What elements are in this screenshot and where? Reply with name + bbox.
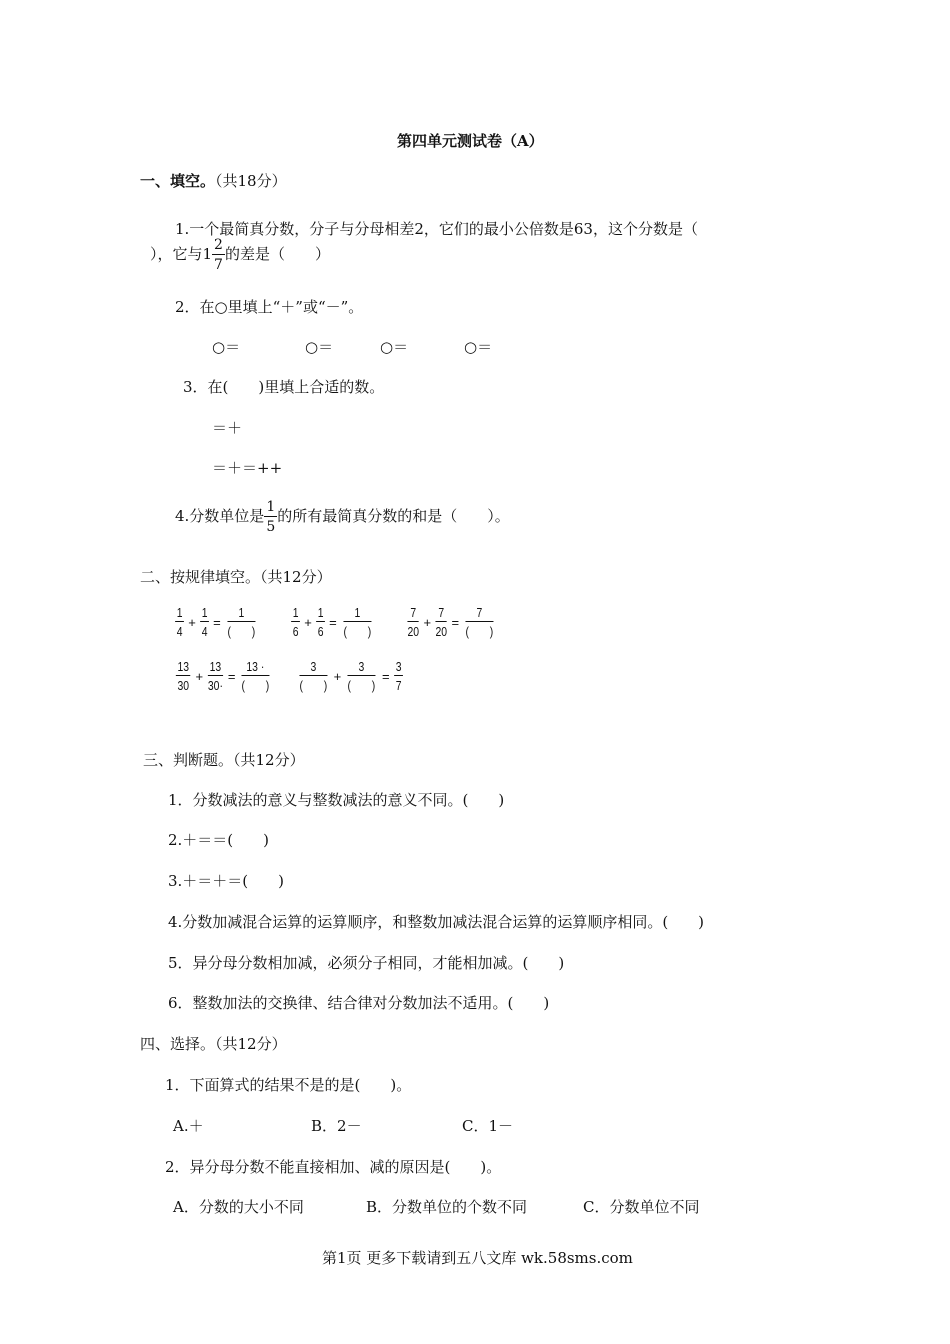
- s3-item-1: 1．分数减法的意义与整数减法的意义不同。( ): [168, 791, 505, 809]
- section-1-title: 一、填空。: [140, 172, 216, 190]
- result-fraction[interactable]: [242, 660, 270, 692]
- fraction-numerator: 2: [214, 237, 223, 253]
- equals-sign: =: [451, 614, 460, 630]
- s2-pattern-row1-item2: [290, 606, 374, 638]
- s4-q2-option-c[interactable]: C．分数单位不同: [583, 1198, 700, 1216]
- page-title: 第四单元测试卷（A）: [397, 132, 544, 150]
- equals-sign: =: [227, 668, 236, 684]
- operand-fraction: [200, 606, 209, 638]
- section-2-heading: 二、按规律填空。（共12分）: [140, 568, 332, 586]
- s1-q4: [175, 500, 510, 534]
- operand-fraction[interactable]: [299, 660, 327, 692]
- section-1-heading: [140, 170, 287, 191]
- s1-q2-blank-4[interactable]: ○＝: [464, 338, 493, 356]
- s1-q2-blank-1[interactable]: ○＝: [212, 338, 241, 356]
- s1-q4-text-a: 4.分数单位是: [175, 507, 265, 525]
- fraction-denominator: ( ): [465, 624, 494, 639]
- fraction-numerator: 1: [317, 605, 324, 620]
- s1-q3: 3．在( )里填上合适的数。: [183, 378, 385, 396]
- fraction-denominator: 20: [407, 624, 420, 639]
- plus-sign: +: [304, 614, 312, 630]
- fraction-numerator: 7: [407, 606, 419, 622]
- page-footer: 第1页 更多下载请到五八文库 wk.58sms.com: [322, 1249, 633, 1267]
- fraction-numerator: 1: [266, 499, 276, 515]
- fraction-denominator: 4: [176, 624, 183, 639]
- s3-item-6: 6．整数加法的交换律、结合律对分数加法不适用。( ): [168, 994, 550, 1012]
- plus-sign: +: [333, 668, 342, 684]
- s4-q1: 1．下面算式的结果不是的是( )。: [165, 1076, 412, 1094]
- plus-sign: +: [195, 668, 204, 684]
- fraction-numerator: 1: [343, 606, 371, 622]
- operand-fraction: [291, 606, 300, 638]
- fraction-denominator: 30: [177, 678, 190, 693]
- equals-sign: =: [329, 614, 337, 630]
- fraction-numerator: 1: [227, 606, 255, 622]
- operand-fraction: [407, 606, 419, 638]
- fraction-denominator: 5: [266, 519, 276, 535]
- s4-q1-option-a[interactable]: A.＋: [173, 1117, 204, 1135]
- fraction-numerator: 3: [299, 660, 327, 676]
- s1-q1-text-a: ），它与1: [150, 245, 213, 263]
- s1-q1-line1: 1.一个最简真分数，分子与分母相差2，它们的最小公倍数是63，这个分数是（: [175, 220, 698, 238]
- fraction-denominator: 30·: [207, 678, 223, 693]
- fraction-denominator: 7: [214, 257, 223, 273]
- plus-sign: +: [423, 614, 432, 630]
- s3-item-3: 3.＋＝＋＝( ): [168, 872, 285, 890]
- operand-fraction: [316, 606, 325, 638]
- s2-pattern-row2-item1: [174, 660, 273, 692]
- s2-pattern-row1-item1: [174, 606, 258, 638]
- result-fraction[interactable]: [466, 606, 494, 638]
- equals-sign: =: [213, 614, 221, 630]
- fraction-numerator: 1: [292, 605, 299, 620]
- fraction-numerator: 13: [209, 659, 222, 674]
- operand-fraction[interactable]: [348, 660, 376, 692]
- fraction-denominator: 7: [395, 678, 402, 693]
- s1-q2: 2．在○里填上“＋”或“－”。: [175, 298, 364, 316]
- s3-item-2: 2.＋＝＝( ): [168, 831, 270, 849]
- s1-q3-line2: ＝＋＝++: [212, 459, 283, 477]
- fraction-numerator: 7: [436, 606, 448, 622]
- result-fraction[interactable]: [343, 606, 371, 638]
- s1-q3-line1: ＝＋: [212, 419, 243, 437]
- s1-q4-fraction: [264, 500, 277, 534]
- equals-sign: =: [381, 668, 390, 684]
- fraction-denominator: 20: [435, 624, 448, 639]
- s4-q1-option-b[interactable]: B．2－: [311, 1117, 362, 1135]
- fraction-denominator: 6: [317, 624, 324, 639]
- s1-q2-blank-2[interactable]: ○＝: [305, 338, 334, 356]
- s3-item-5: 5．异分母分数相加减，必须分子相同，才能相加减。( ): [168, 954, 565, 972]
- s2-pattern-row2-item2: [296, 660, 404, 692]
- section-1-points: （共18分）: [215, 172, 287, 190]
- s2-pattern-row1-item3: [406, 606, 497, 638]
- fraction-denominator: 4: [201, 624, 208, 639]
- operand-fraction: [208, 660, 223, 692]
- fraction-numerator: 1: [176, 605, 183, 620]
- fraction-numerator: 13: [177, 659, 190, 674]
- operand-fraction: [175, 606, 184, 638]
- s1-q1-fraction: [212, 238, 225, 272]
- result-fraction[interactable]: [227, 606, 255, 638]
- s4-q2-option-a[interactable]: A．分数的大小不同: [173, 1198, 304, 1216]
- s1-q2-blank-3[interactable]: ○＝: [380, 338, 409, 356]
- fraction-numerator: 7: [466, 606, 494, 622]
- fraction-denominator: ( ): [343, 624, 371, 639]
- fraction-denominator: ( ): [347, 678, 376, 693]
- fraction-denominator: ( ): [227, 624, 255, 639]
- fraction-denominator: ( ): [241, 678, 270, 693]
- result-fraction: [394, 660, 403, 692]
- s1-q1-text-b: 的差是（ ）: [224, 245, 330, 263]
- s4-q2: 2．异分母分数不能直接相加、减的原因是( )。: [165, 1158, 502, 1176]
- s4-q2-option-b[interactable]: B．分数单位的个数不同: [366, 1198, 528, 1216]
- fraction-numerator: 3: [395, 659, 402, 674]
- plus-sign: +: [188, 614, 196, 630]
- section-3-heading: 三、判断题。（共12分）: [143, 751, 305, 769]
- s4-q1-option-c[interactable]: C．1－: [462, 1117, 514, 1135]
- fraction-numerator: 1: [201, 605, 208, 620]
- fraction-denominator: 6: [292, 624, 299, 639]
- section-4-heading: 四、选择。（共12分）: [140, 1035, 287, 1053]
- s1-q4-text-b: 的所有最简真分数的和是（ ）。: [277, 507, 510, 525]
- operand-fraction: [436, 606, 448, 638]
- fraction-numerator: 13 ·: [242, 660, 270, 676]
- s3-item-4: 4.分数加减混合运算的运算顺序，和整数加减法混合运算的运算顺序相同。( ): [168, 913, 705, 931]
- operand-fraction: [176, 660, 191, 692]
- s1-q1-line2: [150, 238, 330, 272]
- fraction-denominator: ( ): [299, 678, 328, 693]
- fraction-numerator: 3: [348, 660, 376, 676]
